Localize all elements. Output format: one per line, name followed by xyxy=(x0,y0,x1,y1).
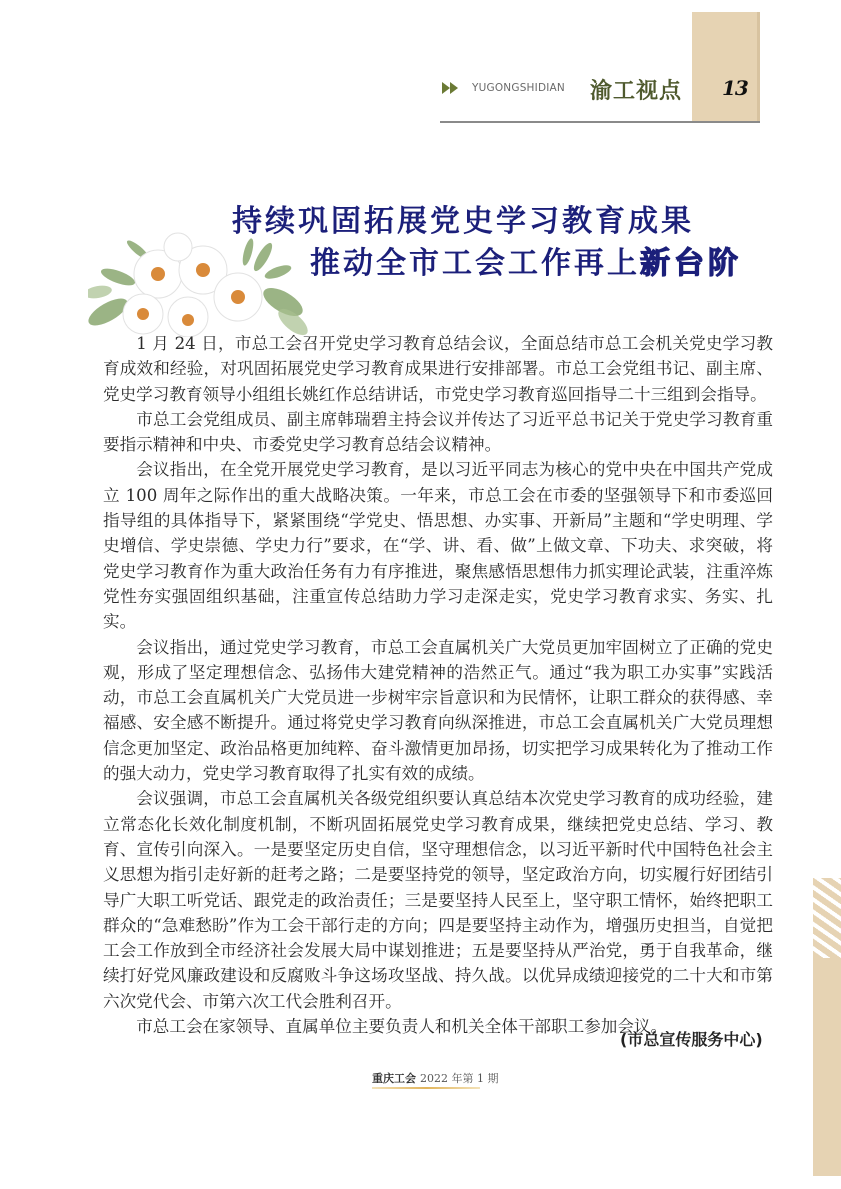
magazine-name: 重庆工会 xyxy=(372,1072,416,1085)
section-label-cn: 渝工视点 xyxy=(590,79,683,104)
footer xyxy=(372,1070,498,1086)
page-number: 13 xyxy=(722,76,748,100)
paragraph: 1 月 24 日，市总工会召开党史学习教育总结会议，全面总结市总工会机关党史学习教育成效和经验，对巩固拓展党史学习教育成果进行安排部署。市总工会党组书记、副主席、党史学习教育领导小组组长姚红作总结讲话，市党史学习教育巡回指导二十三组到会指导。 xyxy=(103,334,773,404)
paragraph: 市总工会在家领导、直属单位主要负责人和机关全体干部职工参加会议。 xyxy=(136,1017,668,1037)
paragraph: 会议指出，通过党史学习教育，市总工会直属机关广大党员更加牢固树立了正确的党史观，形成了坚定理想信念、弘扬伟大建党精神的浩然正气。通过“我为职工办实事”实践活动，市总工会直属机关广大党员进一步树牢宗旨意识和为民情怀，让职工群众的获得感、幸福感、安全感不断提升。通过将党史学习教育向纵深推进，市总工会直属机关广大党员理想信念更加坚定、政治品格更加纯粹、奋斗激情更加昂扬，切实把学习成果转化为了推动工作的强大动力，党史学习教育取得了扎实有效的成绩。 xyxy=(103,637,773,784)
paragraph: 市总工会党组成员、副主席韩瑞碧主持会议并传达了习近平总书记关于党史学习教育重要指示精神和中央、市委党史学习教育总结会议精神。 xyxy=(103,409,773,455)
article-source: (市总宣传服务中心) xyxy=(620,1030,763,1049)
paragraph: 会议指出，在全党开展党史学习教育，是以习近平同志为核心的党中央在中国共产党成立 100 周年之际作出的重大战略决策。一年来，市总工会在市委的坚强领导下和市委巡回指导组的具体指导下，紧紧围绕“学党史、悟思想、办实事、开新局”主题和“学史明理、学史增信、学史崇德、学史力行”要求，在“学、讲、看、做”上做文章、下功夫、求突破，将党史学习教育作为重大政治任务有力有序推进，聚焦感悟思想伟力抓实理论武装，注重淬炼党性夯实强固组织基础，注重宣传总结助力学习走深走实，党史学习教育求实、务实、扎实。 xyxy=(103,460,773,632)
article-title-line2 xyxy=(310,238,742,282)
white-flowers-illustration xyxy=(88,232,308,337)
article-title-line1: 持续巩固拓展党史学习教育成果 xyxy=(232,204,694,239)
side-decoration-stripes xyxy=(813,878,841,958)
section-label-en: YUGONGSHIDIAN xyxy=(472,82,565,94)
issue-number: 2022 年第 1 期 xyxy=(420,1072,499,1085)
article-title-line2-main: 推动全市工会工作再上 xyxy=(310,246,640,281)
footer-rule xyxy=(372,1087,480,1089)
paragraph: 会议强调，市总工会直属机关各级党组织要认真总结本次党史学习教育的成功经验，建立常态化长效化制度机制，不断巩固拓展党史学习教育成果，继续把党史总结、学习、教育、宣传引向深入。一是要坚定历史自信，坚守理想信念，以习近平新时代中国特色社会主义思想为指引走好新的赶考之路；二是要坚持党的领导，坚定政治方向，切实履行好团结引导广大职工听党话、跟党走的政治责任；三是要坚持人民至上，坚守职工情怀，始终把职工群众的“急难愁盼”作为工会干部行走的方向；四是要坚持主动作为，增强历史担当，自觉把工会工作放到全市经济社会发展大局中谋划推进；五是要坚持从严治党，勇于自我革命，继续打好党风廉政建设和反腐败斗争这场攻坚战、持久战。以优异成绩迎接党的二十大和市第六次党代会、市第六次工代会胜利召开。 xyxy=(103,789,773,1011)
header-tab xyxy=(692,12,760,122)
header-rule xyxy=(440,121,760,123)
article-title-line2-outline: 新台阶 xyxy=(640,246,742,281)
article-body xyxy=(103,331,773,1039)
double-arrow-icon xyxy=(442,81,460,95)
